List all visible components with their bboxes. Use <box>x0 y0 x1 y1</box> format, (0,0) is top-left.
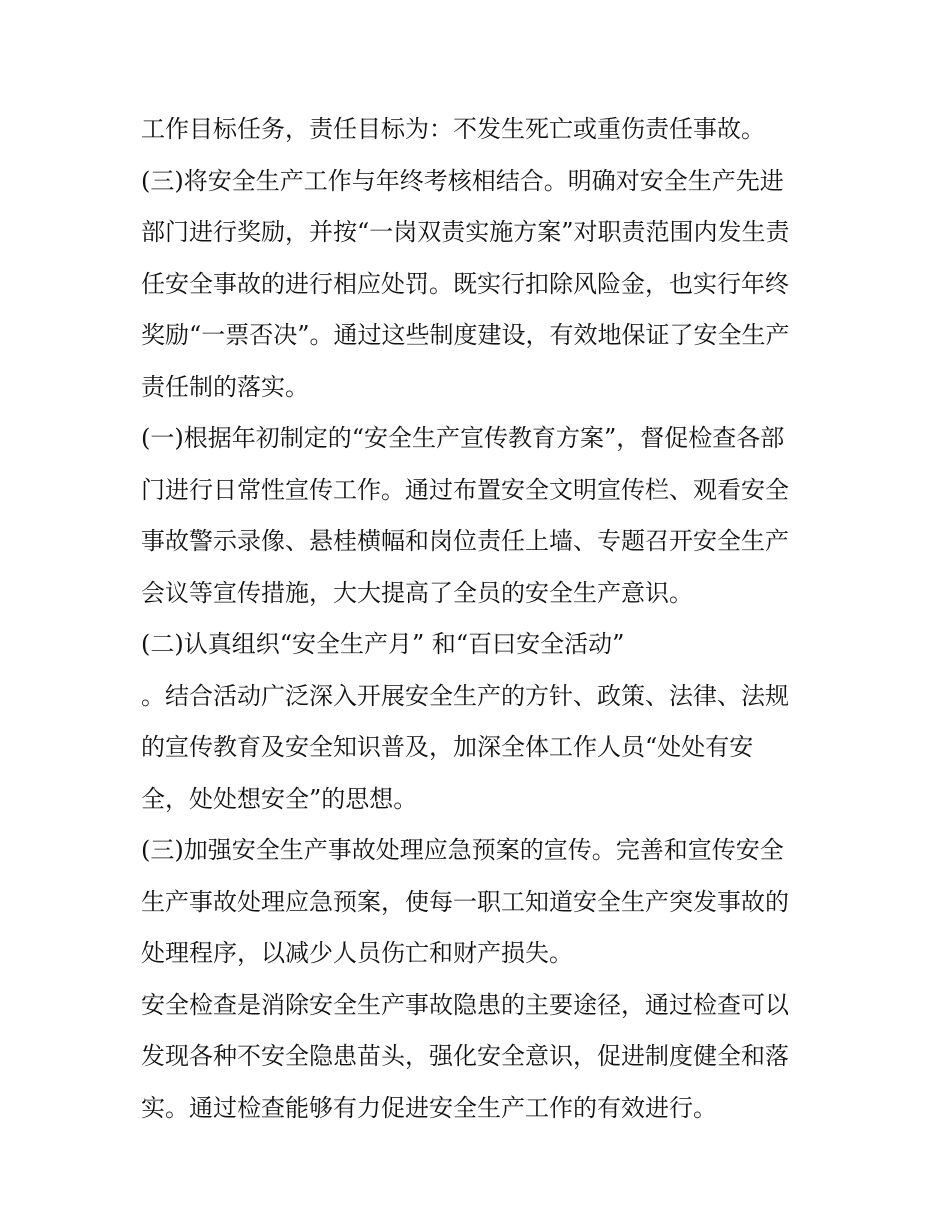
text-line: 发现各种不安全隐患苗头，强化安全意识，促进制度健全和落 <box>141 1042 789 1070</box>
text-line: 会议等宣传措施，大大提高了全员的安全生产意识。 <box>141 578 693 607</box>
text-line: (三)将安全生产工作与年终考核相结合。明确对安全生产先进 <box>141 166 784 195</box>
text-line: 奖励“一票否决”。通过这些制度建设，有效地保证了安全生产 <box>141 321 790 349</box>
text-line: 处理程序，以减少人员伤亡和财产损失。 <box>141 939 573 967</box>
text-line: 责任制的落实。 <box>141 372 309 401</box>
text-line: 实。通过检查能够有力促进安全生产工作的有效进行。 <box>141 1093 717 1122</box>
document-body <box>141 104 821 1134</box>
text-line: 门进行日常性宣传工作。通过布置安全文明宣传栏、观看安全 <box>141 475 789 504</box>
text-line: 安全检查是消除安全生产事故隐患的主要途径，通过检查可以 <box>141 990 789 1019</box>
text-line: (一)根据年初制定的“安全生产宣传教育方案”，督促检查各部 <box>141 424 785 452</box>
text-line: 部门进行奖励，并按“一岗双责实施方案”对职责范围内发生责 <box>141 218 790 246</box>
text-line: 全，处处想安全”的思想。 <box>141 784 418 813</box>
text-line: 。结合活动广泛深入开展安全生产的方针、政策、法律、法规 <box>141 681 789 710</box>
text-line: (二)认真组织“安全生产月” 和“百曰安全活动” <box>141 630 625 658</box>
text-line: 的宣传教育及安全知识普及，加深全体工作人员“处处有安 <box>141 733 754 761</box>
text-line: 事故警示录像、悬桂横幅和岗位责任上墙、专题召开安全生产 <box>141 527 789 555</box>
text-line: 生产事故处理应急预案，使每一职工知道安全生产突发事故的 <box>141 887 789 916</box>
text-line: 任安全事故的进行相应处罚。既实行扣除风险金，也实行年终 <box>141 269 789 298</box>
text-line: (三)加强安全生产事故处理应急预案的宣传。完善和宣传安全 <box>141 836 784 864</box>
text-line: 工作目标任务，责任目标为：不发生死亡或重伤责任事故。 <box>141 115 765 143</box>
